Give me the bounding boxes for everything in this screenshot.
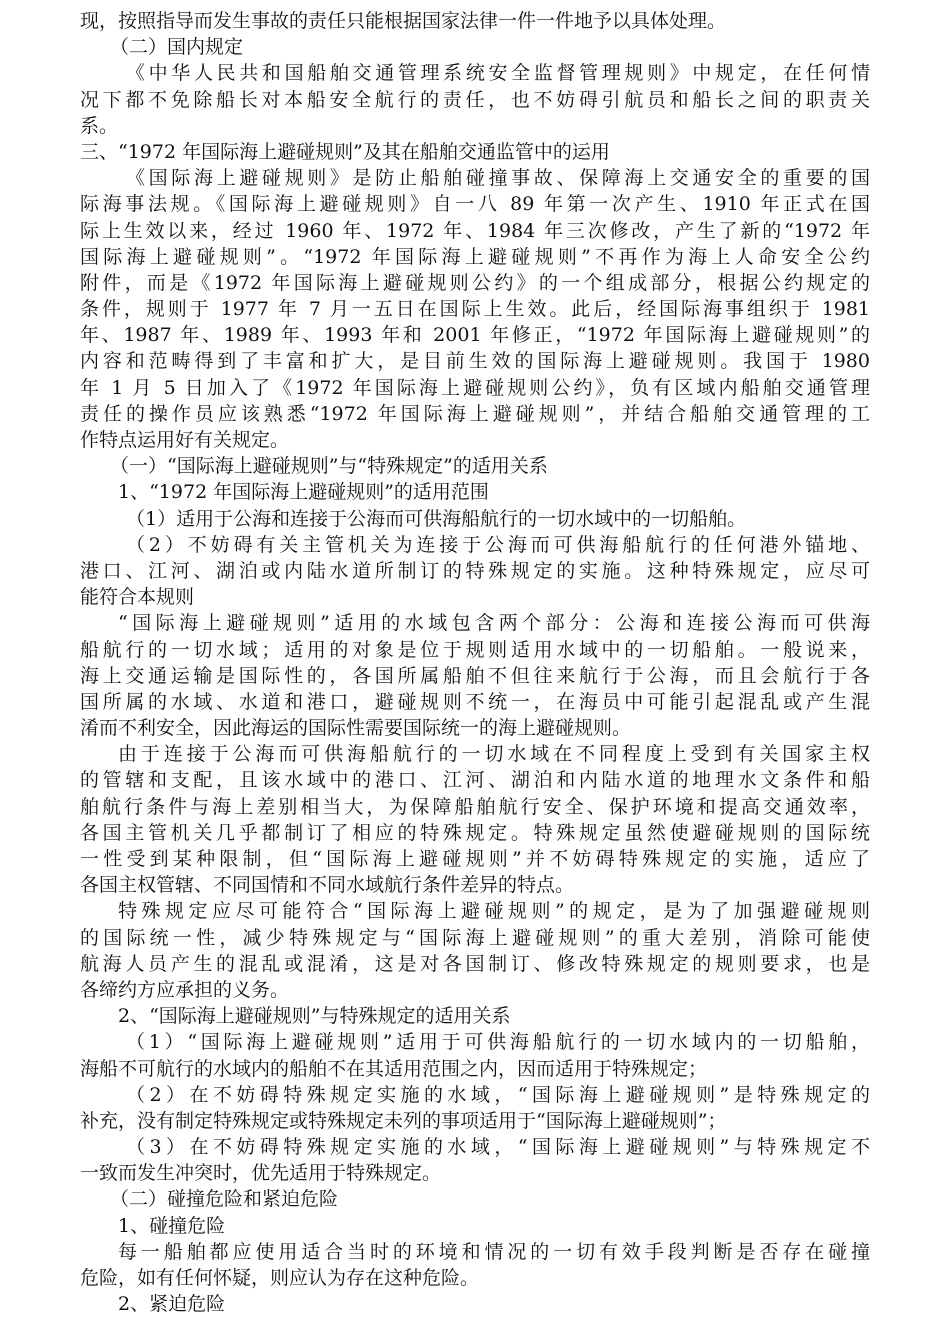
text-line: 海上交通运输是国际性的，各国所属船舶不但往来航行于公海，而且会航行于各	[80, 664, 870, 687]
text-line: （3）在不妨碍特殊规定实施的水域，“国际海上避碰规则”与特殊规定不	[126, 1136, 870, 1159]
text-line: （2）在不妨碍特殊规定实施的水域，“国际海上避碰规则”是特殊规定的	[126, 1083, 870, 1106]
text-line: 各国主管机关几乎都制订了相应的特殊规定。特殊规定虽然使避碰规则的国际统	[80, 821, 870, 844]
text-line: 责任的操作员应该熟悉“1972 年国际海上避碰规则”，并结合船舶交通管理的工	[80, 402, 870, 425]
text-line: （二）国内规定	[110, 36, 244, 59]
text-line: （2）不妨碍有关主管机关为连接于公海而可供海船航行的任何港外锚地、	[126, 533, 870, 556]
text-line: 危险，如有任何怀疑，则应认为存在这种危险。	[80, 1267, 480, 1289]
text-line: 国际海上避碰规则”。“1972 年国际海上避碰规则”不再作为海上人命安全公约	[80, 245, 870, 268]
text-line: 舶航行条件与海上差别相当大，为保障船舶航行安全、保护环境和提高交通效率，	[80, 795, 870, 818]
text-line: 系。	[80, 114, 119, 137]
text-line: 《国际海上避碰规则》是防止船舶碰撞事故、保障海上交通安全的重要的国	[126, 167, 870, 190]
text-line: 一性受到某种限制，但“国际海上避碰规则”并不妨碍特殊规定的实施，适应了	[80, 848, 870, 870]
text-line: 能符合本规则	[80, 586, 195, 609]
text-line: 特殊规定应尽可能符合“国际海上避碰规则”的规定，是为了加强避碰规则	[118, 900, 870, 923]
text-line: 港口、江河、湖泊或内陆水道所制订的特殊规定的实施。这种特殊规定，应尽可	[80, 559, 870, 582]
text-line: 各国主权管辖、不同国情和不同水域航行条件差异的特点。	[80, 874, 575, 897]
text-line: 2、紧迫危险	[118, 1293, 226, 1316]
text-line: “国际海上避碰规则”适用的水域包含两个部分：公海和连接公海而可供海	[118, 612, 870, 635]
text-line: 况下都不免除船长对本船安全航行的责任，也不妨碍引航员和船长之间的职责关	[80, 88, 870, 111]
text-line: 三、“1972 年国际海上避碰规则”及其在船舶交通监管中的运用	[80, 140, 610, 163]
text-line: 航海人员产生的混乱或混淆，这是对各国制订、修改特殊规定的规则要求，也是	[80, 952, 870, 975]
text-line: 各缔约方应承担的义务。	[80, 978, 290, 1001]
text-line: 2、“国际海上避碰规则”与特殊规定的适用关系	[118, 1005, 511, 1028]
text-line: 年、1987 年、1989 年、1993 年和 2001 年修正，“1972 年国际海上避碰规则”的	[80, 324, 870, 347]
text-line: 《中华人民共和国船舶交通管理系统安全监督管理规则》中规定，在任何情	[126, 62, 870, 85]
text-line: 1、“1972 年国际海上避碰规则”的适用范围	[118, 481, 489, 504]
text-line: 淆而不利安全，因此海运的国际性需要国际统一的海上避碰规则。	[80, 717, 632, 740]
text-line: 际海事法规。《国际海上避碰规则》自一八 89 年第一次产生、1910 年正式在国	[80, 193, 870, 216]
text-line: 际上生效以来，经过 1960 年、1972 年、1984 年三次修改，产生了新的“1972 年	[80, 219, 870, 242]
text-line: （1）“国际海上避碰规则”适用于可供海船航行的一切水域内的一切船舶，	[126, 1031, 870, 1054]
text-line: 1、碰撞危险	[118, 1214, 226, 1237]
text-line: 条件，规则于 1977 年 7 月一五日在国际上生效。此后，经国际海事组织于 1981	[80, 298, 870, 321]
text-line: （一）“国际海上避碰规则”与“特殊规定”的适用关系	[110, 455, 548, 478]
text-line: （二）碰撞危险和紧迫危险	[110, 1188, 339, 1211]
document-page	[80, 8, 870, 1317]
text-line: 作特点运用好有关规定。	[80, 429, 290, 451]
text-line: 每一船舶都应使用适合当时的环境和情况的一切有效手段判断是否存在碰撞	[118, 1240, 870, 1263]
text-line: （1）适用于公海和连接于公海而可供海船航行的一切水域中的一切船舶。	[126, 507, 747, 530]
text-line: 的国际统一性，减少特殊规定与“国际海上避碰规则”的重大差别，消除可能使	[80, 926, 870, 949]
text-line: 现，按照指导而发生事故的责任只能根据国家法律一件一件地予以具体处理。	[80, 10, 727, 32]
text-line: 附件，而是《1972 年国际海上避碰规则公约》的一个组成部分，根据公约规定的	[80, 271, 870, 294]
text-line: 年 1 月 5 日加入了《1972 年国际海上避碰规则公约》，负有区域内船舶交通管理	[80, 376, 870, 399]
text-line: 船航行的一切水域；适用的对象是位于规则适用水域中的一切船舶。一般说来，	[80, 638, 870, 661]
text-line: 国所属的水域、水道和港口，避碰规则不统一，在海员中可能引起混乱或产生混	[80, 690, 870, 713]
text-line: 内容和范畴得到了丰富和扩大，是目前生效的国际海上避碰规则。我国于 1980	[80, 350, 870, 373]
text-line: 海船不可航行的水域内的船舶不在其适用范围之内，因而适用于特殊规定；	[80, 1057, 708, 1080]
text-line: 补充，没有制定特殊规定或特殊规定未列的事项适用于“国际海上避碰规则”；	[80, 1109, 727, 1132]
text-line: 由于连接于公海而可供海船航行的一切水域在不同程度上受到有关国家主权	[118, 743, 870, 766]
text-line: 的管辖和支配，且该水域中的港口、江河、湖泊和内陆水道的地理水文条件和船	[80, 769, 870, 792]
text-line: 一致而发生冲突时，优先适用于特殊规定。	[80, 1162, 442, 1185]
